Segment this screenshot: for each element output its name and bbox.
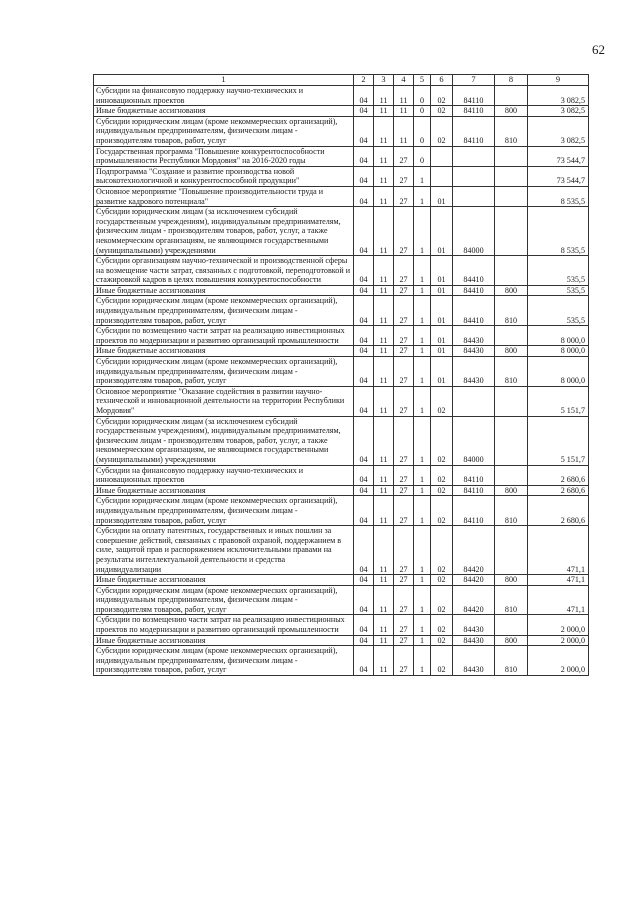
section-code-cell: 04 xyxy=(354,635,374,646)
program-code-cell: 27 xyxy=(394,526,414,575)
table-row xyxy=(94,485,589,496)
header-cell: 2 xyxy=(354,75,374,86)
section-code-cell: 04 xyxy=(354,86,374,106)
subprogram-code-cell: 1 xyxy=(414,386,431,416)
program-code-cell: 11 xyxy=(394,116,414,146)
subsection-code-cell: 11 xyxy=(374,496,394,526)
subsection-code-cell: 11 xyxy=(374,166,394,186)
header-cell: 5 xyxy=(414,75,431,86)
amount-cell: 2 680,6 xyxy=(528,496,589,526)
subprogram-code-cell: 1 xyxy=(414,646,431,676)
subsection-code-cell: 11 xyxy=(374,485,394,496)
activity-code-cell: 02 xyxy=(431,386,453,416)
expense-type-cell: 800 xyxy=(495,485,528,496)
section-code-cell: 04 xyxy=(354,496,374,526)
subsection-code-cell: 11 xyxy=(374,256,394,286)
table-row xyxy=(94,646,589,676)
activity-code-cell: 02 xyxy=(431,496,453,526)
amount-cell: 3 082,5 xyxy=(528,116,589,146)
program-code-cell: 27 xyxy=(394,575,414,586)
row-name-cell: Субсидии на финансовую поддержку научно-технических и инновационных проектов xyxy=(94,465,354,485)
expense-type-cell: 810 xyxy=(495,646,528,676)
subsection-code-cell: 11 xyxy=(374,615,394,635)
row-name-cell: Субсидии юридическим лицам (кроме некоммерческих организаций), индивидуальным предпринимателям, физическим лицам - производителям товаров, работ, услуг xyxy=(94,296,354,326)
program-code-cell: 27 xyxy=(394,485,414,496)
expense-type-cell xyxy=(495,465,528,485)
program-code-cell: 27 xyxy=(394,635,414,646)
activity-code-cell: 01 xyxy=(431,207,453,256)
table-row xyxy=(94,106,589,117)
section-code-cell: 04 xyxy=(354,207,374,256)
subsection-code-cell: 11 xyxy=(374,585,394,615)
table-row xyxy=(94,386,589,416)
row-name-cell: Субсидии организациям научно-технической и производственной сферы на возмещение части затрат, связанных с подготовкой, переподготовкой и стажировкой кадров в целях повышения конкурентоспособности xyxy=(94,256,354,286)
table-row xyxy=(94,285,589,296)
row-name-cell: Основное мероприятие "Оказание содействия в развитии научно-технической и инновационной деятельности на территории Республики Мордовия" xyxy=(94,386,354,416)
expense-type-cell: 810 xyxy=(495,357,528,387)
subsection-code-cell: 11 xyxy=(374,116,394,146)
activity-code-cell: 02 xyxy=(431,615,453,635)
activity-code-cell: 01 xyxy=(431,326,453,346)
subprogram-code-cell: 1 xyxy=(414,526,431,575)
subprogram-code-cell: 1 xyxy=(414,416,431,465)
header-cell: 9 xyxy=(528,75,589,86)
subprogram-code-cell: 1 xyxy=(414,285,431,296)
expense-type-cell xyxy=(495,326,528,346)
activity-code-cell: 01 xyxy=(431,186,453,206)
amount-cell: 5 151,7 xyxy=(528,416,589,465)
amount-cell: 535,5 xyxy=(528,296,589,326)
row-name-cell: Иные бюджетные ассигнования xyxy=(94,635,354,646)
table-row xyxy=(94,585,589,615)
row-name-cell: Субсидии юридическим лицам (кроме некоммерческих организаций), индивидуальным предпринимателям, физическим лицам - производителям товаров, работ, услуг xyxy=(94,496,354,526)
expense-type-cell xyxy=(495,526,528,575)
amount-cell: 2 000,0 xyxy=(528,635,589,646)
subprogram-code-cell: 1 xyxy=(414,575,431,586)
header-cell: 8 xyxy=(495,75,528,86)
section-code-cell: 04 xyxy=(354,326,374,346)
direction-code-cell: 84410 xyxy=(453,296,495,326)
direction-code-cell: 84430 xyxy=(453,646,495,676)
activity-code-cell: 01 xyxy=(431,285,453,296)
program-code-cell: 27 xyxy=(394,207,414,256)
direction-code-cell: 84430 xyxy=(453,635,495,646)
amount-cell: 2 000,0 xyxy=(528,615,589,635)
subsection-code-cell: 11 xyxy=(374,416,394,465)
expense-type-cell xyxy=(495,207,528,256)
amount-cell: 3 082,5 xyxy=(528,106,589,117)
program-code-cell: 27 xyxy=(394,465,414,485)
subsection-code-cell: 11 xyxy=(374,146,394,166)
subsection-code-cell: 11 xyxy=(374,86,394,106)
subprogram-code-cell: 1 xyxy=(414,166,431,186)
amount-cell: 2 000,0 xyxy=(528,646,589,676)
row-name-cell: Государственная программа "Повышение конкурентоспособности промышленности Республики Мордовия" на 2016-2020 годы xyxy=(94,146,354,166)
row-name-cell: Субсидии юридическим лицам (за исключением субсидий государственным учреждениям), индивидуальным предпринимателям, физическим лицам - производителям товаров, работ, услуг, а также некоммерческим организациям, не являющимся государственными (муниципальными) учреждениями xyxy=(94,416,354,465)
row-name-cell: Иные бюджетные ассигнования xyxy=(94,485,354,496)
row-name-cell: Иные бюджетные ассигнования xyxy=(94,106,354,117)
row-name-cell: Основное мероприятие "Повышение производительности труда и развитие кадрового потенциала" xyxy=(94,186,354,206)
direction-code-cell: 84430 xyxy=(453,615,495,635)
subsection-code-cell: 11 xyxy=(374,296,394,326)
subprogram-code-cell: 1 xyxy=(414,357,431,387)
subsection-code-cell: 11 xyxy=(374,646,394,676)
subsection-code-cell: 11 xyxy=(374,186,394,206)
program-code-cell: 27 xyxy=(394,186,414,206)
direction-code-cell: 84110 xyxy=(453,485,495,496)
section-code-cell: 04 xyxy=(354,106,374,117)
amount-cell: 8 000,0 xyxy=(528,326,589,346)
subsection-code-cell: 11 xyxy=(374,207,394,256)
program-code-cell: 27 xyxy=(394,146,414,166)
subsection-code-cell: 11 xyxy=(374,386,394,416)
subprogram-code-cell: 0 xyxy=(414,116,431,146)
subprogram-code-cell: 1 xyxy=(414,585,431,615)
subprogram-code-cell: 0 xyxy=(414,86,431,106)
amount-cell: 8 000,0 xyxy=(528,357,589,387)
section-code-cell: 04 xyxy=(354,416,374,465)
section-code-cell: 04 xyxy=(354,357,374,387)
row-name-cell: Субсидии по возмещению части затрат на реализацию инвестиционных проектов по модернизации и развитию организаций промышленности xyxy=(94,615,354,635)
subprogram-code-cell: 1 xyxy=(414,346,431,357)
activity-code-cell: 02 xyxy=(431,86,453,106)
section-code-cell: 04 xyxy=(354,186,374,206)
row-name-cell: Иные бюджетные ассигнования xyxy=(94,575,354,586)
activity-code-cell: 02 xyxy=(431,526,453,575)
direction-code-cell: 84110 xyxy=(453,116,495,146)
table-row xyxy=(94,296,589,326)
amount-cell: 471,1 xyxy=(528,585,589,615)
program-code-cell: 27 xyxy=(394,615,414,635)
table-header-row xyxy=(94,75,589,86)
program-code-cell: 27 xyxy=(394,346,414,357)
subsection-code-cell: 11 xyxy=(374,106,394,117)
subprogram-code-cell: 1 xyxy=(414,207,431,256)
direction-code-cell: 84410 xyxy=(453,256,495,286)
row-name-cell: Субсидии юридическим лицам (за исключением субсидий государственным учреждениям), индивидуальным предпринимателям, физическим лицам - производителям товаров, работ, услуг, а также некоммерческим организациям, не являющимся государственными (муниципальными) учреждениями xyxy=(94,207,354,256)
table-row xyxy=(94,635,589,646)
expense-type-cell xyxy=(495,615,528,635)
direction-code-cell: 84420 xyxy=(453,585,495,615)
expense-type-cell: 800 xyxy=(495,575,528,586)
direction-code-cell: 84410 xyxy=(453,285,495,296)
section-code-cell: 04 xyxy=(354,575,374,586)
expense-type-cell: 810 xyxy=(495,116,528,146)
table-row xyxy=(94,86,589,106)
header-cell: 1 xyxy=(94,75,354,86)
row-name-cell: Субсидии по возмещению части затрат на реализацию инвестиционных проектов по модернизации и развитию организаций промышленности xyxy=(94,326,354,346)
subprogram-code-cell: 1 xyxy=(414,465,431,485)
section-code-cell: 04 xyxy=(354,256,374,286)
amount-cell: 471,1 xyxy=(528,526,589,575)
amount-cell: 2 680,6 xyxy=(528,465,589,485)
expense-type-cell: 800 xyxy=(495,285,528,296)
activity-code-cell: 02 xyxy=(431,585,453,615)
subprogram-code-cell: 0 xyxy=(414,146,431,166)
table-row xyxy=(94,615,589,635)
expense-type-cell xyxy=(495,166,528,186)
amount-cell: 73 544,7 xyxy=(528,166,589,186)
subprogram-code-cell: 1 xyxy=(414,256,431,286)
amount-cell: 5 151,7 xyxy=(528,386,589,416)
activity-code-cell: 02 xyxy=(431,465,453,485)
subprogram-code-cell: 1 xyxy=(414,485,431,496)
activity-code-cell: 02 xyxy=(431,106,453,117)
section-code-cell: 04 xyxy=(354,526,374,575)
table-row xyxy=(94,116,589,146)
program-code-cell: 27 xyxy=(394,496,414,526)
activity-code-cell: 02 xyxy=(431,116,453,146)
subprogram-code-cell: 1 xyxy=(414,615,431,635)
row-name-cell: Субсидии юридическим лицам (кроме некоммерческих организаций), индивидуальным предпринимателям, физическим лицам - производителям товаров, работ, услуг xyxy=(94,357,354,387)
header-cell: 3 xyxy=(374,75,394,86)
row-name-cell: Субсидии юридическим лицам (кроме некоммерческих организаций), индивидуальным предпринимателям, физическим лицам - производителям товаров, работ, услуг xyxy=(94,116,354,146)
direction-code-cell: 84110 xyxy=(453,496,495,526)
direction-code-cell: 84000 xyxy=(453,207,495,256)
table-row xyxy=(94,465,589,485)
expense-type-cell xyxy=(495,256,528,286)
row-name-cell: Подпрограмма "Создание и развитие производства новой высокотехнологичной и конкурентоспособной продукции" xyxy=(94,166,354,186)
expense-type-cell xyxy=(495,416,528,465)
row-name-cell: Субсидии юридическим лицам (кроме некоммерческих организаций), индивидуальным предпринимателям, физическим лицам - производителям товаров, работ, услуг xyxy=(94,646,354,676)
table-row xyxy=(94,526,589,575)
section-code-cell: 04 xyxy=(354,615,374,635)
subsection-code-cell: 11 xyxy=(374,326,394,346)
header-cell: 6 xyxy=(431,75,453,86)
table-row xyxy=(94,207,589,256)
program-code-cell: 27 xyxy=(394,285,414,296)
activity-code-cell: 02 xyxy=(431,646,453,676)
direction-code-cell xyxy=(453,146,495,166)
amount-cell: 8 535,5 xyxy=(528,207,589,256)
amount-cell: 535,5 xyxy=(528,256,589,286)
subsection-code-cell: 11 xyxy=(374,285,394,296)
amount-cell: 2 680,6 xyxy=(528,485,589,496)
table-row xyxy=(94,416,589,465)
subprogram-code-cell: 0 xyxy=(414,106,431,117)
subsection-code-cell: 11 xyxy=(374,357,394,387)
section-code-cell: 04 xyxy=(354,465,374,485)
program-code-cell: 27 xyxy=(394,416,414,465)
table-row xyxy=(94,256,589,286)
subsection-code-cell: 11 xyxy=(374,526,394,575)
direction-code-cell: 84420 xyxy=(453,526,495,575)
section-code-cell: 04 xyxy=(354,116,374,146)
activity-code-cell: 01 xyxy=(431,296,453,326)
program-code-cell: 27 xyxy=(394,585,414,615)
section-code-cell: 04 xyxy=(354,285,374,296)
section-code-cell: 04 xyxy=(354,146,374,166)
expense-type-cell xyxy=(495,146,528,166)
direction-code-cell: 84420 xyxy=(453,575,495,586)
activity-code-cell: 01 xyxy=(431,256,453,286)
expense-type-cell: 810 xyxy=(495,496,528,526)
direction-code-cell: 84000 xyxy=(453,416,495,465)
activity-code-cell xyxy=(431,166,453,186)
program-code-cell: 27 xyxy=(394,646,414,676)
subprogram-code-cell: 1 xyxy=(414,296,431,326)
table-row xyxy=(94,346,589,357)
subprogram-code-cell: 1 xyxy=(414,326,431,346)
subsection-code-cell: 11 xyxy=(374,346,394,357)
activity-code-cell: 02 xyxy=(431,416,453,465)
subsection-code-cell: 11 xyxy=(374,635,394,646)
program-code-cell: 27 xyxy=(394,386,414,416)
program-code-cell: 27 xyxy=(394,256,414,286)
program-code-cell: 11 xyxy=(394,106,414,117)
direction-code-cell: 84430 xyxy=(453,326,495,346)
section-code-cell: 04 xyxy=(354,485,374,496)
direction-code-cell xyxy=(453,166,495,186)
page-number: 62 xyxy=(592,42,605,57)
subprogram-code-cell: 1 xyxy=(414,186,431,206)
expense-type-cell xyxy=(495,186,528,206)
activity-code-cell: 01 xyxy=(431,357,453,387)
section-code-cell: 04 xyxy=(354,346,374,357)
table-row xyxy=(94,357,589,387)
expense-type-cell: 800 xyxy=(495,635,528,646)
expense-type-cell: 800 xyxy=(495,106,528,117)
expense-type-cell xyxy=(495,386,528,416)
activity-code-cell: 02 xyxy=(431,575,453,586)
expense-type-cell: 810 xyxy=(495,296,528,326)
program-code-cell: 27 xyxy=(394,296,414,326)
program-code-cell: 27 xyxy=(394,166,414,186)
amount-cell: 8 000,0 xyxy=(528,346,589,357)
section-code-cell: 04 xyxy=(354,646,374,676)
table-row xyxy=(94,496,589,526)
activity-code-cell: 01 xyxy=(431,346,453,357)
direction-code-cell xyxy=(453,386,495,416)
row-name-cell: Иные бюджетные ассигнования xyxy=(94,285,354,296)
table-row xyxy=(94,146,589,166)
table-row xyxy=(94,166,589,186)
row-name-cell: Субсидии юридическим лицам (кроме некоммерческих организаций), индивидуальным предпринимателям, физическим лицам - производителям товаров, работ, услуг xyxy=(94,585,354,615)
expense-type-cell: 810 xyxy=(495,585,528,615)
header-cell: 7 xyxy=(453,75,495,86)
amount-cell: 8 535,5 xyxy=(528,186,589,206)
amount-cell: 73 544,7 xyxy=(528,146,589,166)
section-code-cell: 04 xyxy=(354,166,374,186)
direction-code-cell xyxy=(453,186,495,206)
program-code-cell: 11 xyxy=(394,86,414,106)
subsection-code-cell: 11 xyxy=(374,465,394,485)
subprogram-code-cell: 1 xyxy=(414,496,431,526)
activity-code-cell xyxy=(431,146,453,166)
budget-table xyxy=(93,74,589,676)
expense-type-cell xyxy=(495,86,528,106)
section-code-cell: 04 xyxy=(354,585,374,615)
program-code-cell: 27 xyxy=(394,357,414,387)
amount-cell: 471,1 xyxy=(528,575,589,586)
row-name-cell: Субсидии на оплату патентных, государственных и иных пошлин за совершение действий, связанных с правовой охраной, поддержанием в силе, защитой прав и распоряжением исключительными правами на результаты интеллектуальной деятельности и средства индивидуализации xyxy=(94,526,354,575)
header-cell: 4 xyxy=(394,75,414,86)
table-row xyxy=(94,326,589,346)
section-code-cell: 04 xyxy=(354,296,374,326)
direction-code-cell: 84110 xyxy=(453,86,495,106)
table-row xyxy=(94,186,589,206)
activity-code-cell: 02 xyxy=(431,635,453,646)
amount-cell: 3 082,5 xyxy=(528,86,589,106)
section-code-cell: 04 xyxy=(354,386,374,416)
table-row xyxy=(94,575,589,586)
amount-cell: 535,5 xyxy=(528,285,589,296)
direction-code-cell: 84110 xyxy=(453,106,495,117)
row-name-cell: Субсидии на финансовую поддержку научно-технических и инновационных проектов xyxy=(94,86,354,106)
direction-code-cell: 84110 xyxy=(453,465,495,485)
activity-code-cell: 02 xyxy=(431,485,453,496)
subsection-code-cell: 11 xyxy=(374,575,394,586)
subprogram-code-cell: 1 xyxy=(414,635,431,646)
direction-code-cell: 84430 xyxy=(453,357,495,387)
expense-type-cell: 800 xyxy=(495,346,528,357)
program-code-cell: 27 xyxy=(394,326,414,346)
direction-code-cell: 84430 xyxy=(453,346,495,357)
row-name-cell: Иные бюджетные ассигнования xyxy=(94,346,354,357)
